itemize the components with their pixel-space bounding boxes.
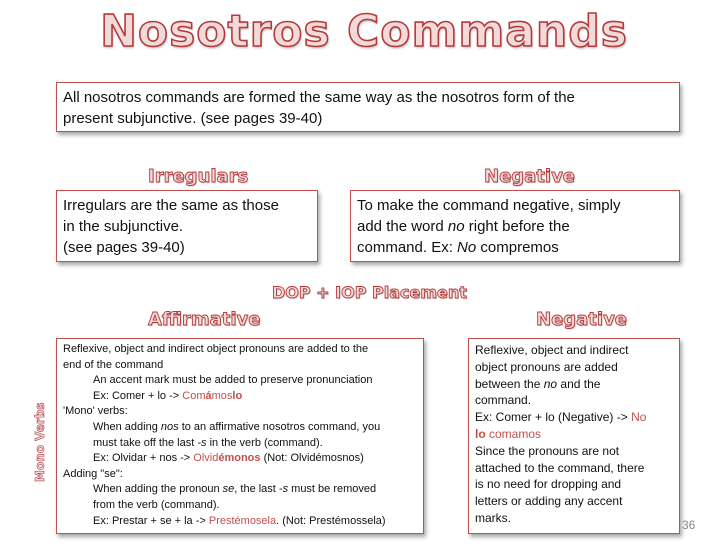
negative-heading-top: Negative [484, 166, 576, 187]
aff-line-6: When adding nos to an affirmative nosotros command, you [93, 420, 381, 433]
neg-line-4: command. [475, 393, 532, 408]
irregulars-box [56, 190, 318, 262]
neg-line-5: Ex: Comer + lo (Negative) -> No [475, 410, 647, 425]
negative-top-line-2: add the word no right before the [357, 218, 570, 235]
negative-top-line-3: command. Ex: No compremos [357, 239, 559, 256]
aff-line-3: An accent mark must be added to preserve pronunciation [93, 374, 373, 387]
intro-box [56, 82, 680, 132]
aff-line-7: must take off the last -s in the verb (command). [93, 436, 323, 449]
aff-line-9: Adding "se": [63, 467, 123, 480]
irregulars-line-3: (see pages 39-40) [63, 239, 185, 256]
irregulars-heading: Irregulars [148, 166, 249, 187]
aff-line-11: from the verb (command). [93, 498, 220, 511]
page-number: 36 [682, 518, 696, 532]
affirmative-box [56, 338, 424, 534]
negative-top-line-1: To make the command negative, simply [357, 197, 621, 214]
negative-box-top [350, 190, 680, 262]
neg-line-9: is no need for dropping and [475, 477, 622, 492]
irregulars-line-2: in the subjunctive. [63, 218, 184, 235]
negative-heading-bottom: Negative [536, 309, 628, 330]
neg-line-1: Reflexive, object and indirect [475, 343, 629, 357]
neg-line-7: Since the pronouns are not [475, 443, 620, 458]
affirmative-heading: Affirmative [148, 309, 261, 330]
neg-line-3: between the no and the [475, 376, 601, 391]
aff-line-10: When adding the pronoun se, the last -s must be removed [93, 483, 377, 496]
intro-line-2: present subjunctive. (see pages 39-40) [63, 110, 323, 127]
neg-line-11: marks. [475, 510, 511, 525]
neg-line-2: object pronouns are added [475, 359, 618, 374]
aff-line-12: Ex: Prestar + se + la -> Prestémosela. (Not: Prestémossela) [93, 514, 386, 527]
aff-line-8: Ex: Olvidar + nos -> Olvidémonos (Not: Olvidémosnos) [93, 452, 364, 465]
neg-line-10: letters or adding any accent [475, 494, 623, 509]
aff-line-4: Ex: Comer + lo -> Comámoslo [93, 389, 243, 402]
intro-line-1: All nosotros commands are formed the same way as the nosotros form of the [63, 89, 575, 106]
aff-line-5: 'Mono' verbs: [63, 405, 128, 418]
irregulars-line-1: Irregulars are the same as those [63, 197, 279, 214]
aff-line-2: end of the command [63, 358, 164, 371]
slide-title: Nosotros Commands [100, 6, 628, 57]
mono-verbs-label: Mono Verbs [33, 402, 47, 482]
negative-box-bottom [468, 338, 680, 534]
aff-line-1: Reflexive, object and indirect object pronouns are added to the [63, 343, 369, 355]
neg-line-6: lo comamos [475, 426, 542, 441]
neg-line-8: attached to the command, there [475, 460, 645, 475]
placement-heading: DOP + IOP Placement [272, 283, 467, 302]
